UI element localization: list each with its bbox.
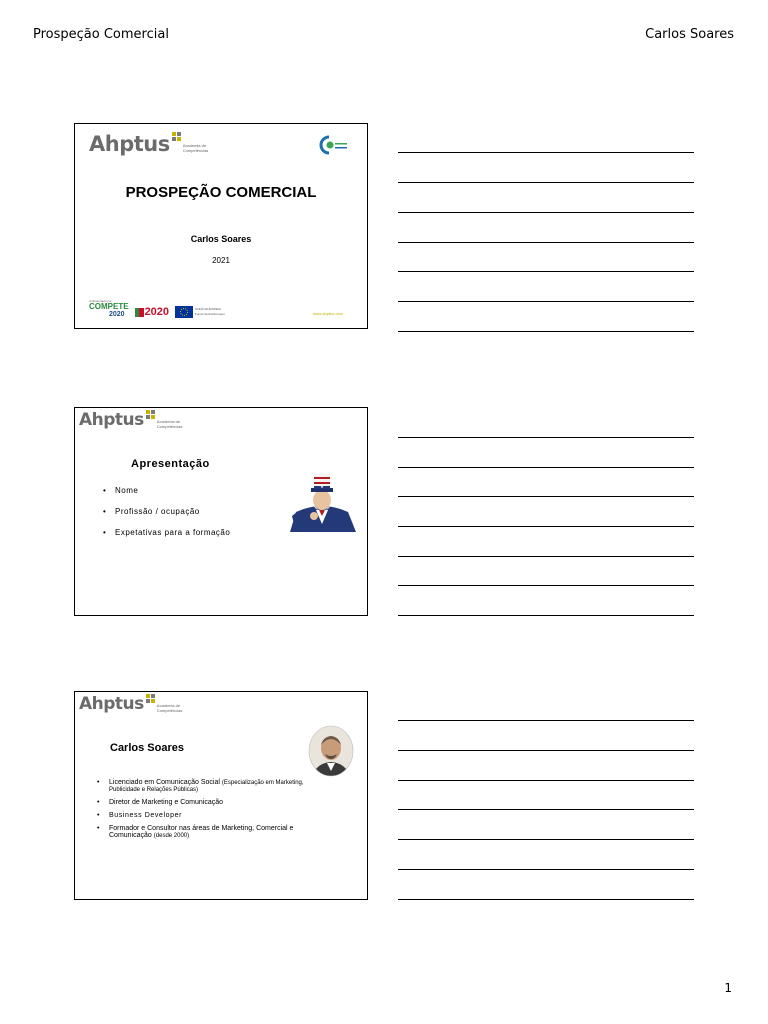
- logo-wordmark: Ahptus: [79, 694, 144, 714]
- logo-tagline: Academia de Competências: [156, 419, 183, 429]
- slide-title: PROSPEÇÃO COMERCIAL: [125, 184, 317, 201]
- slide-thumbnail-3[interactable]: [74, 691, 368, 900]
- uncle-sam-pointing-image: [282, 472, 362, 532]
- bullet-item: • Expetativas para a formação: [103, 528, 230, 537]
- slide-year: 2021: [212, 256, 230, 265]
- partner-emblem-icon: [319, 134, 349, 156]
- bullet-item: • Diretor de Marketing e Comunicação: [97, 799, 317, 806]
- portugal-flag-icon: [135, 308, 144, 317]
- portugal-2020-logo: 2020: [135, 307, 169, 318]
- logo-squares-icon: [172, 132, 181, 141]
- logo-wordmark: Ahptus: [89, 132, 170, 156]
- compete-2020-logo: Cofinanciado por: COMPETE 2020: [89, 299, 129, 318]
- header-author: Carlos Soares: [645, 27, 734, 42]
- bullet-item: • Formador e Consultor nas áreas de Marketing, Comercial e Comunicação (desde 2000): [97, 825, 317, 839]
- logo-squares-icon: [146, 694, 155, 703]
- slide-thumbnail-1[interactable]: [74, 123, 368, 329]
- bullet-item: • Profissão / ocupação: [103, 507, 230, 516]
- slide-thumbnail-2[interactable]: [74, 407, 368, 616]
- presenter-photo: [308, 725, 354, 777]
- slide-title: Carlos Soares: [110, 742, 184, 754]
- logo-squares-icon: [146, 410, 155, 419]
- slide-title: Apresentação: [131, 458, 210, 470]
- page-number: 1: [724, 981, 732, 995]
- bullet-list: [97, 779, 317, 839]
- slide-author: Carlos Soares: [190, 234, 252, 244]
- logo-wordmark: Ahptus: [79, 410, 144, 430]
- ahptus-logo: [79, 410, 182, 430]
- website-url: www.ahptus.com: [312, 311, 343, 316]
- ahptus-logo: [79, 694, 182, 714]
- bullet-list: [103, 486, 230, 537]
- eu-fse-logo: UNIÃO EUROPEIA Fundo Social Europeu: [175, 306, 225, 318]
- logo-tagline: Academia de Competências: [156, 703, 183, 713]
- eu-flag-icon: [175, 306, 193, 318]
- bullet-item: • Licenciado em Comunicação Social (Especialização em Marketing, Publicidade e Relações Públicas): [97, 779, 317, 793]
- bullet-item: • Business Developer: [97, 812, 317, 819]
- header-document-title: Prospeção Comercial: [33, 27, 169, 42]
- ahptus-logo: [89, 132, 208, 156]
- logo-tagline: Academia de Competências: [182, 143, 209, 153]
- bullet-item: • Nome: [103, 486, 230, 495]
- funding-logos: [89, 300, 225, 318]
